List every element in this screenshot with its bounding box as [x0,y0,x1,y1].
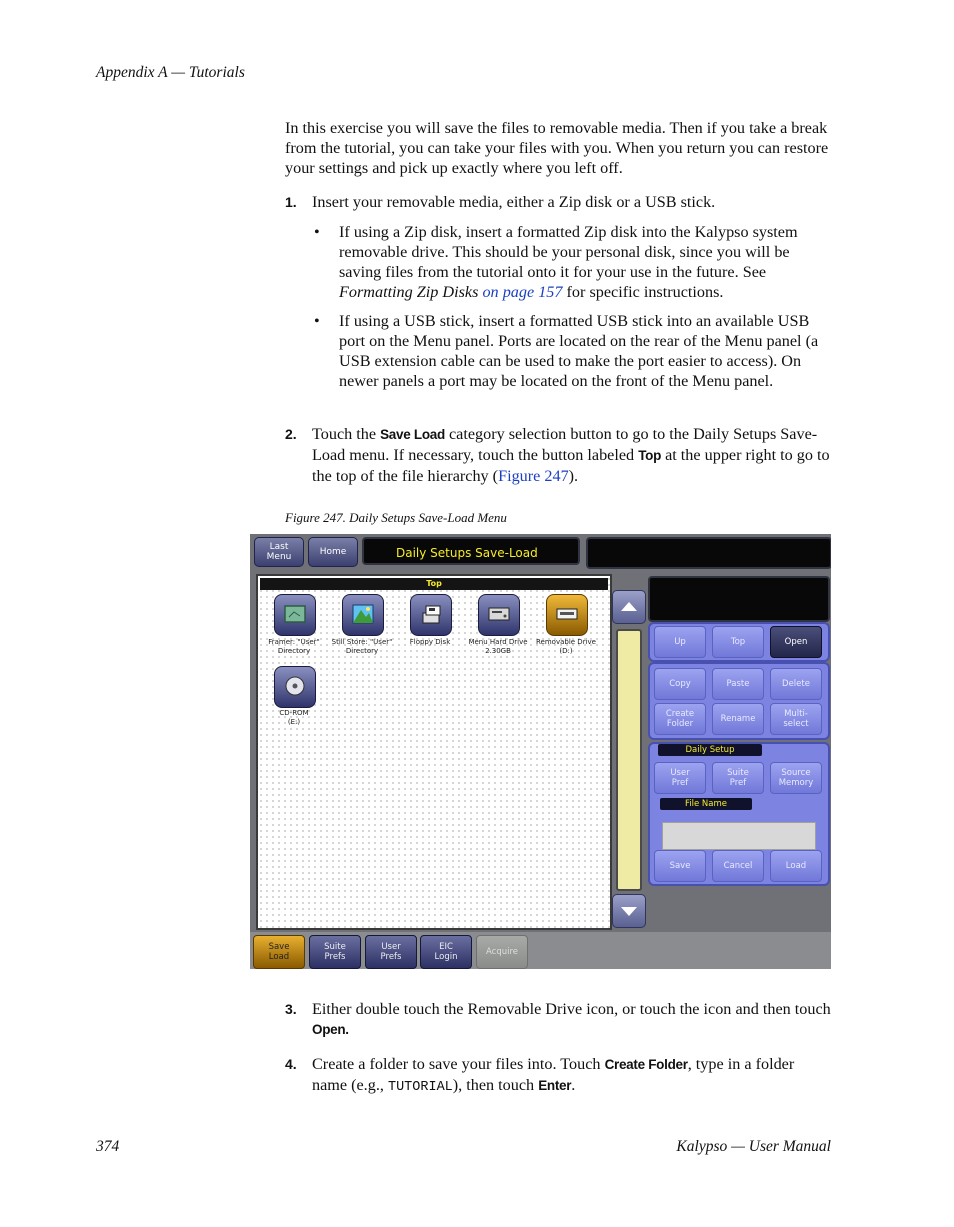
scrollbar[interactable] [616,629,642,891]
icon-label: Menu Hard Drive 2.30GB [468,638,528,655]
frame-store-icon[interactable] [274,594,316,636]
removable-drive-icon[interactable] [546,594,588,636]
create-folder-ref: Create Folder [604,1057,688,1072]
top-button[interactable]: Top [712,626,764,658]
acquire-tab[interactable]: Acquire [476,935,528,969]
file-name-label: File Name [660,798,752,810]
create-folder-button[interactable]: Create Folder [654,703,706,735]
edit-panel [648,662,830,740]
save-button[interactable]: Save [654,850,706,882]
daily-setup-panel [648,742,830,886]
user-pref-button[interactable]: User Pref [654,762,706,794]
hard-drive-icon[interactable] [478,594,520,636]
step4-text: Create a folder to save your files into. Touch Create Folder, type in a folder name (e.g., TUTORIAL), then touch Enter. [312,1055,795,1095]
xref-formatting-zip-disks: Formatting Zip Disks [339,283,479,301]
icon-label: CD-ROM (E:) [279,709,309,726]
step1-text: Insert your removable media, either a Zip disk or a USB stick. [312,193,716,211]
manual-title: Kalypso — User Manual [676,1138,831,1155]
running-header: Appendix A — Tutorials [96,64,245,81]
icon-label: Floppy Disk [409,638,451,646]
daily-setup-label: Daily Setup [658,744,762,756]
bullet1-text: If using a Zip disk, insert a formatted Zip disk into the Kalypso system removable drive. This should be your personal disk, since you will be saving files from the tutorial onto it for your use in the future. See Formatting Zip Disks on page 157 for specific instructions. [339,223,798,301]
arrow-up-icon [621,602,637,611]
nav-panel [648,622,830,662]
step2-text: Touch the Save Load category selection button to go to the Daily Setups Save-Load menu. If necessary, touch the button labeled Top at the upper right to go to the top of the file hierarchy (Figure 247). [312,425,830,485]
browser-path: Top [260,578,608,590]
step-number: 1. [285,194,297,210]
save-load-tab[interactable]: Save Load [253,935,305,969]
arrow-down-icon [621,907,637,916]
folder-name-example: TUTORIAL [387,1080,453,1095]
multi-select-button[interactable]: Multi- select [770,703,822,735]
scroll-up-button[interactable] [612,590,646,624]
suite-pref-button[interactable]: Suite Pref [712,762,764,794]
cdrom-icon[interactable] [274,666,316,708]
up-button[interactable]: Up [654,626,706,658]
page-number: 374 [96,1138,120,1155]
eic-login-tab[interactable]: EIC Login [420,935,472,969]
icon-label: Framer: "User" Directory [268,638,320,655]
scroll-down-button[interactable] [612,894,646,928]
rename-button[interactable]: Rename [712,703,764,735]
open-button[interactable]: Open [770,626,822,658]
suite-prefs-tab[interactable]: Suite Prefs [309,935,361,969]
menu-title: Daily Setups Save-Load [362,537,580,565]
enter-ref: Enter [538,1078,572,1093]
user-prefs-tab[interactable]: User Prefs [365,935,417,969]
icon-label: Removable Drive (D:) [536,638,596,655]
last-menu-button[interactable]: Last Menu [254,537,304,567]
bullet-marker: • [314,223,320,241]
figure-caption: Figure 247. Daily Setups Save-Load Menu [285,510,507,525]
source-memory-button[interactable]: Source Memory [770,762,822,794]
step3-text: Either double touch the Removable Drive icon, or touch the icon and then touch Open. [312,1000,831,1037]
figure-link[interactable]: Figure 247 [498,467,569,485]
load-button[interactable]: Load [770,850,822,882]
save-load-screenshot [250,534,831,969]
bullet2-text: If using a USB stick, insert a formatted USB stick into an available USB port on the Menu panel. Ports are located on the rear of the Menu panel (a USB extension cable can be used to make the port easier to access). On newer panels a port may be located on the front of the Menu panel. [339,312,819,390]
step-number: 3. [285,1001,297,1017]
step-number: 2. [285,426,297,442]
step-number: 4. [285,1056,297,1072]
intro-paragraph: In this exercise you will save the files to removable media. Then if you take a break from the tutorial, you can take your files with you. When you return you can restore your settings and pick up exactly where you left off. [285,119,829,177]
save-load-ref: Save Load [380,427,445,442]
home-button[interactable]: Home [308,537,358,567]
bullet-marker: • [314,312,320,330]
delete-button[interactable]: Delete [770,668,822,700]
open-ref: Open. [312,1022,349,1037]
page-link[interactable]: on page 157 [482,283,563,301]
cancel-button[interactable]: Cancel [712,850,764,882]
copy-button[interactable]: Copy [654,668,706,700]
file-browser[interactable] [256,574,612,930]
still-store-icon[interactable] [342,594,384,636]
file-name-field[interactable] [662,822,816,850]
title-status-area [586,537,831,569]
icon-label: Still Store: "User" Directory [331,638,393,655]
paste-button[interactable]: Paste [712,668,764,700]
floppy-icon[interactable] [410,594,452,636]
status-display [648,576,830,622]
top-ref: Top [638,448,662,463]
